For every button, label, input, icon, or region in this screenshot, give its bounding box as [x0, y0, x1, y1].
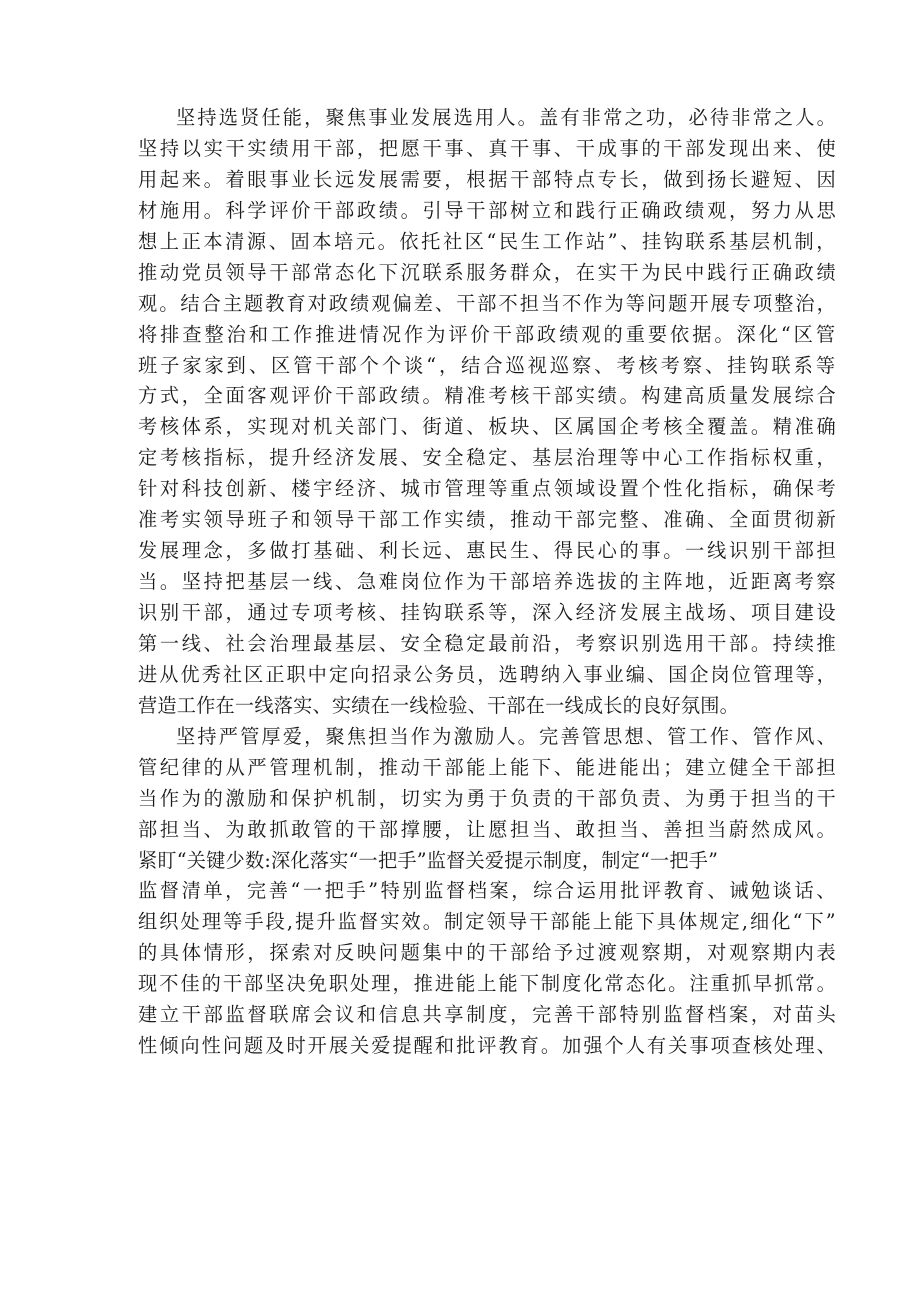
text-line: 识别干部，通过专项考核、挂钩联系等，深入经济发展主战场、项目建设	[138, 601, 839, 624]
document-body	[138, 103, 838, 1062]
text-line: 坚持以实干实绩用干部，把愿干事、真干事、干成事的干部发现出来、使	[138, 136, 839, 160]
paragraph-2	[138, 722, 838, 1062]
text-line: 观。结合主题教育对政绩观偏差、干部不担当不作为等问题开展专项整治，	[138, 291, 838, 315]
text-line: 针对科技创新、楼宇经济、城市管理等重点领域设置个性化指标，确保考	[138, 477, 839, 501]
text-line: 将排查整治和工作推进情况作为评价干部政绩观的重要依据。深化“区管	[138, 322, 839, 346]
text-line: 材施用。科学评价干部政绩。引导干部树立和践行正确政绩观，努力从思	[138, 198, 839, 222]
text-line: 营造工作在一线落实、实绩在一线检验、干部在一线成长的良好氛围。	[138, 693, 740, 717]
text-line: 准考实领导班子和领导干部工作实绩，推动干部完整、准确、全面贯彻新	[138, 508, 839, 532]
text-line: 部担当、为敢抓敢管的干部撑腰，让愿担当、敢担当、善担当蔚然成风。	[138, 817, 839, 841]
text-line: 发展理念，多做打基础、利长远、惠民生、得民心的事。一线识别干部担	[138, 539, 839, 563]
text-line: 紧盯“关键少数:深化落实“一把手”监督关爱提示制度，制定“一把手”	[138, 848, 719, 872]
text-line: 考核体系，实现对机关部门、街道、板块、区属国企考核全覆盖。精准确	[138, 415, 839, 439]
text-line: 推动党员领导干部常态化下沉联系服务群众，在实干为民中践行正确政绩	[138, 260, 839, 284]
text-line: 坚持选贤任能，聚焦事业发展选用人。盖有非常之功，必待非常之人。	[176, 106, 839, 129]
text-line: 方式，全面客观评价干部政绩。精准考核干部实绩。构建高质量发展综合	[138, 384, 839, 408]
text-line: 管纪律的从严管理机制，推动干部能上能下、能进能出；建立健全干部担	[138, 755, 839, 779]
text-line: 定考核指标，提升经济发展、安全稳定、基层治理等中心工作指标权重，	[138, 446, 839, 470]
text-line: 的具体情形，探索对反映问题集中的干部给予过渡观察期，对观察期内表	[138, 941, 839, 965]
text-line: 组织处理等手段,提升监督实效。制定领导干部能上能下具体规定,细化“下”	[138, 910, 838, 934]
text-line: 现不佳的干部坚决免职处理，推进能上能下制度化常态化。注重抓早抓常。	[138, 972, 838, 996]
paragraph-1	[138, 103, 838, 722]
text-line: 用起来。着眼事业长远发展需要，根据干部特点专长，做到扬长避短、因	[138, 167, 839, 191]
text-line: 当。坚持把基层一线、急难岗位作为干部培养选拔的主阵地，近距离考察	[138, 570, 839, 594]
text-line: 想上正本清源、固本培元。依托社区“民生工作站”、挂钩联系基层机制，	[138, 229, 839, 253]
text-line: 第一线、社会治理最基层、安全稳定最前沿，考察识别选用干部。持续推	[138, 631, 839, 655]
text-line: 坚持严管厚爱，聚焦担当作为激励人。完善管思想、管工作、管作风、	[176, 724, 839, 748]
text-line: 性倾向性问题及时开展关爱提醒和批评教育。加强个人有关事项查核处理、	[138, 1034, 838, 1058]
text-line: 进从优秀社区正职中定向招录公务员，选聘纳入事业编、国企岗位管理等，	[138, 662, 838, 686]
text-line: 班子家家到、区管干部个个谈“，结合巡视巡察、考核考察、挂钩联系等	[138, 353, 839, 377]
text-line: 当作为的激励和保护机制，切实为勇于负责的干部负责、为勇于担当的干	[138, 786, 839, 810]
text-line: 监督清单，完善“一把手”特别监督档案，综合运用批评教育、诫勉谈话、	[138, 879, 839, 903]
text-line: 建立干部监督联席会议和信息共享制度，完善干部特别监督档案，对苗头	[138, 1003, 839, 1027]
